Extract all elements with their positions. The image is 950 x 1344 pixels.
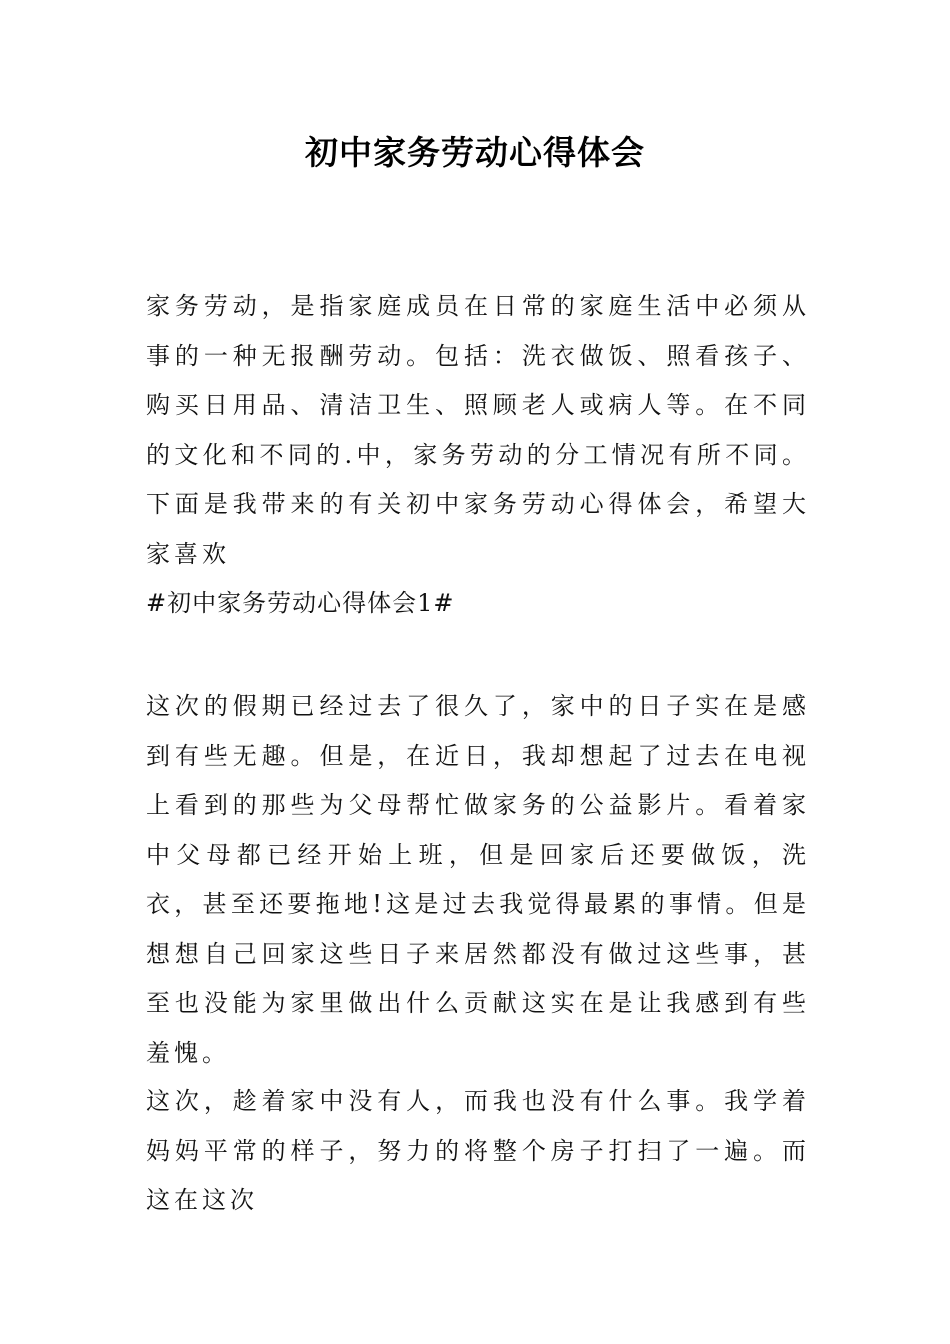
body-paragraph-1: 这次的假期已经过去了很久了，家中的日子实在是感到有些无趣。但是，在近日，我却想起了过去在电视上看到的那些为父母帮忙做家务的公益影片。看着家中父母都已经开始上班，但是回家后还要做饭，洗衣，甚至还要拖地!这是过去我觉得最累的事情。但是想想自己回家这些日子来居然都没有做过这些事，甚至也没能为家里做出什么贡献这实在是让我感到有些羞愧。 [146,692,810,1067]
body-paragraph-2: 这次，趁着家中没有人，而我也没有什么事。我学着妈妈平常的样子，努力的将整个房子打扫了一遍。而这在这次 [146,1087,810,1214]
section-heading: #初中家务劳动心得体会1# [146,589,455,617]
document-title: 初中家务劳动心得体会 [305,133,645,172]
intro-paragraph: 家务劳动，是指家庭成员在日常的家庭生活中必须从事的一种无报酬劳动。包括：洗衣做饭、照看孩子、购买日用品、清洁卫生、照顾老人或病人等。在不同的文化和不同的.中，家务劳动的分工情况有所不同。下面是我带来的有关初中家务劳动心得体会，希望大家喜欢 [146,292,810,568]
